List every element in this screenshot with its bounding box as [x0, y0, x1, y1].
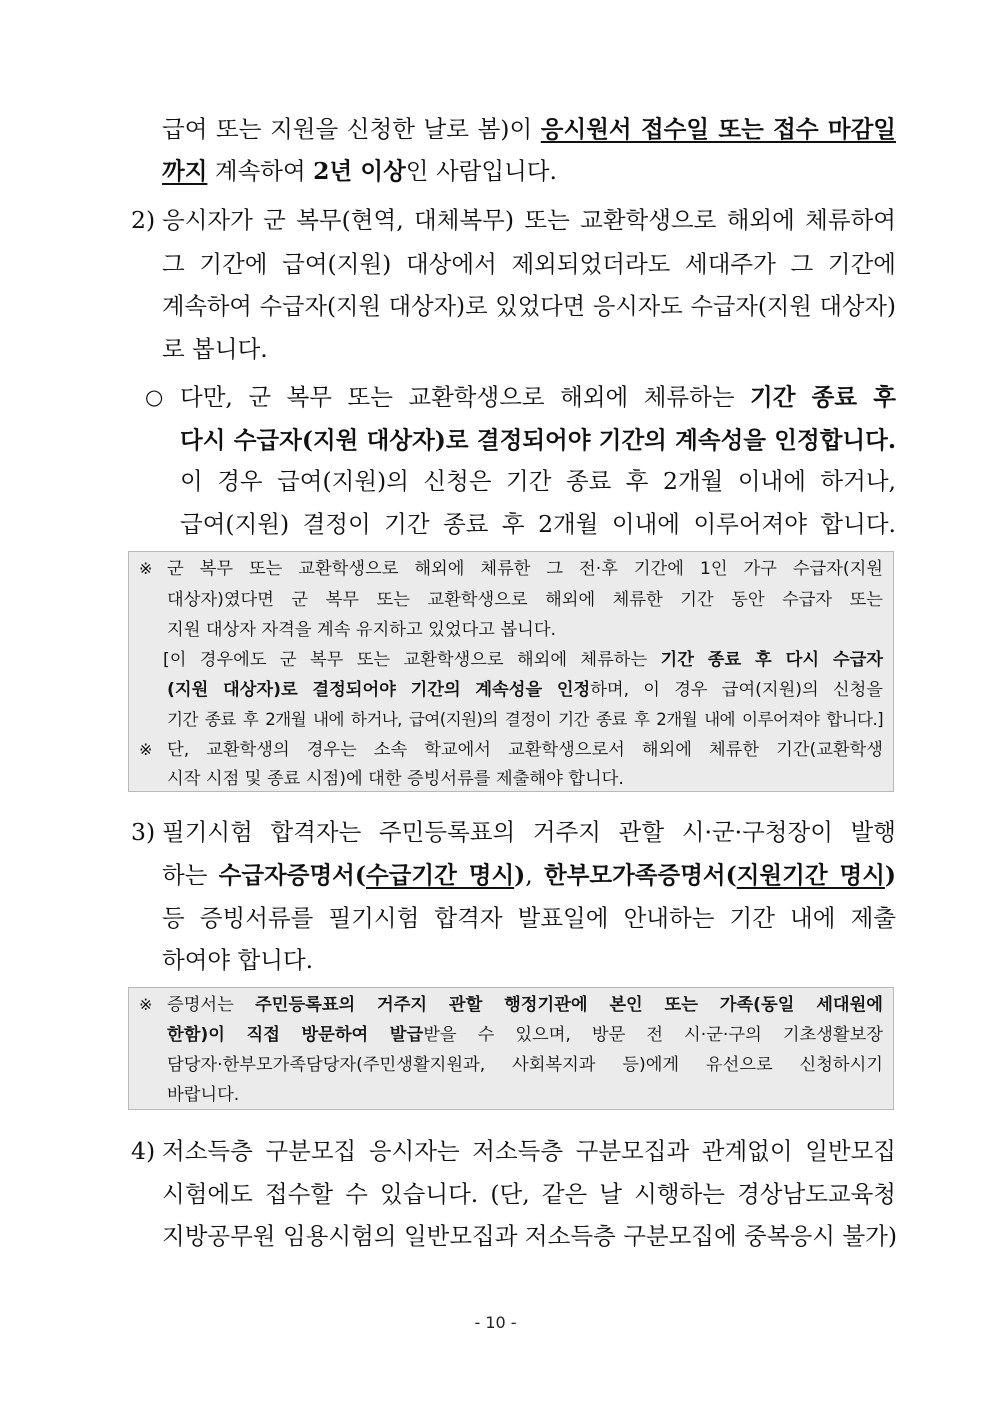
paragraph-line [162, 114, 896, 144]
page-number: - 10 - [474, 1313, 517, 1332]
note-line: 바랍니다. [167, 1085, 240, 1105]
emphasis-text: 수급기간 명시 [365, 861, 515, 889]
paragraph-line: 지방공무원 임용시험의 일반모집과 저소득층 구분모집에 중복응시 불가) [162, 1222, 898, 1250]
note-line: 단, 교환학생의 경우는 소속 학교에서 교환학생으로서 해외에 체류한 기간(교환학생 [167, 740, 883, 760]
note-emphasis: (지원 대상자)로 결정되어야 기간의 계속성을 인정 [167, 680, 591, 700]
note-line: 대상자)였다면 군 복무 또는 교환학생으로 해외에 체류한 기간 동안 수급자 또는 [167, 590, 883, 610]
reference-mark-icon: ※ [139, 995, 153, 1014]
paragraph-line [162, 156, 896, 186]
paragraph-line: 이 경우 급여(지원)의 신청은 기간 종료 후 2개월 이내에 하거나, [180, 467, 896, 495]
emphasis-text: 한부모가족증명서( [544, 861, 737, 889]
paragraph-line: 하여야 합니다. [162, 946, 314, 974]
note-text: 하며, 이 경우 급여(지원)의 신청을 [590, 680, 883, 700]
note-emphasis: 한함)이 직접 방문하여 발급 [167, 1025, 424, 1045]
note-line: 시작 시점 및 종료 시점)에 대한 증빙서류를 제출해야 합니다. [167, 769, 624, 789]
paragraph-line [180, 382, 896, 412]
note-box [128, 987, 894, 1110]
note-text: 받을 수 있으며, 방문 전 시·군·구의 기초생활보장 [423, 1025, 883, 1045]
body-text: 다만, 군 복무 또는 교환학생으로 해외에 체류하는 [180, 383, 751, 411]
note-line: 군 복무 또는 교환학생으로 해외에 체류한 그 전·후 기간에 1인 가구 수급자(지원 [167, 559, 883, 579]
note-line: 기간 종료 후 2개월 내에 하거나, 급여(지원)의 결정이 기간 종료 후 2개월 내에 이루어져야 합니다.] [167, 710, 883, 729]
note-line [163, 648, 883, 672]
note-text: 증명서는 [167, 995, 256, 1015]
emphasis-text: 기간 종료 후 [750, 383, 896, 411]
note-line [167, 993, 883, 1017]
paragraph-line: 시험에도 접수할 수 있습니다. (단, 같은 날 시행하는 경상남도교육청 [162, 1180, 896, 1208]
emphasis-text: 응시원서 접수일 또는 접수 마감일 [540, 115, 896, 143]
paragraph-line: 저소득층 구분모집 응시자는 저소득층 구분모집과 관계없이 일반모집 [162, 1137, 896, 1165]
body-text: 하는 [162, 861, 219, 889]
reference-mark-icon: ※ [139, 740, 153, 759]
note-emphasis: 기간 종료 후 다시 수급자 [660, 650, 883, 670]
emphasis-text: 수급자증명서( [218, 861, 366, 889]
item-number: 2) [131, 206, 156, 234]
note-line: 담당자·한부모가족담당자(주민생활지원과, 사회복지과 등)에게 유선으로 신청하시기 [167, 1055, 883, 1075]
note-emphasis: 주민등록표의 거주지 관할 행정기관에 본인 또는 가족(동일 세대원에 [255, 995, 883, 1015]
item-number: 4) [131, 1137, 156, 1165]
body-text: , [525, 861, 544, 889]
emphasis-text: ) [514, 861, 526, 889]
body-text: 인 사람입니다. [405, 157, 557, 185]
body-text: 계속하여 [207, 157, 314, 185]
paragraph-line: 필기시험 합격자는 주민등록표의 거주지 관할 시·군·구청장이 발행 [162, 818, 896, 846]
emphasis-text: 지원기간 명시 [736, 861, 885, 889]
circle-bullet-icon: ○ [145, 385, 164, 409]
paragraph-line: 로 봅니다. [162, 335, 268, 363]
paragraph-line: 계속하여 수급자(지원 대상자)로 있었다면 응시자도 수급자(지원 대상자) [162, 293, 896, 320]
note-line [167, 1023, 883, 1047]
body-text: 급여 또는 지원을 신청한 날로 봄)이 [162, 115, 541, 143]
note-line [167, 678, 883, 702]
paragraph-line: 급여(지원) 결정이 기간 종료 후 2개월 이내에 이루어져야 합니다. [180, 510, 896, 538]
reference-mark-icon: ※ [139, 559, 153, 578]
item-number: 3) [131, 818, 156, 846]
paragraph-line [162, 860, 896, 890]
emphasis-text: ) [884, 861, 897, 889]
paragraph-line: 그 기간에 급여(지원) 대상에서 제외되었더라도 세대주가 그 기간에 [162, 250, 896, 278]
emphasis-text: 2년 이상 [313, 157, 406, 185]
note-text: [이 경우에도 군 복무 또는 교환학생으로 해외에 체류하는 [163, 650, 661, 670]
emphasis-text: 까지 [162, 157, 208, 185]
paragraph-line: 등 증빙서류를 필기시험 합격자 발표일에 안내하는 기간 내에 제출 [162, 904, 896, 932]
paragraph-line: 다시 수급자(지원 대상자)로 결정되어야 기간의 계속성을 인정합니다. [180, 426, 896, 454]
note-line: 지원 대상자 자격을 계속 유지하고 있었다고 봅니다. [167, 620, 557, 640]
note-box [128, 551, 894, 792]
paragraph-line: 응시자가 군 복무(현역, 대체복무) 또는 교환학생으로 해외에 체류하여 [162, 206, 896, 234]
